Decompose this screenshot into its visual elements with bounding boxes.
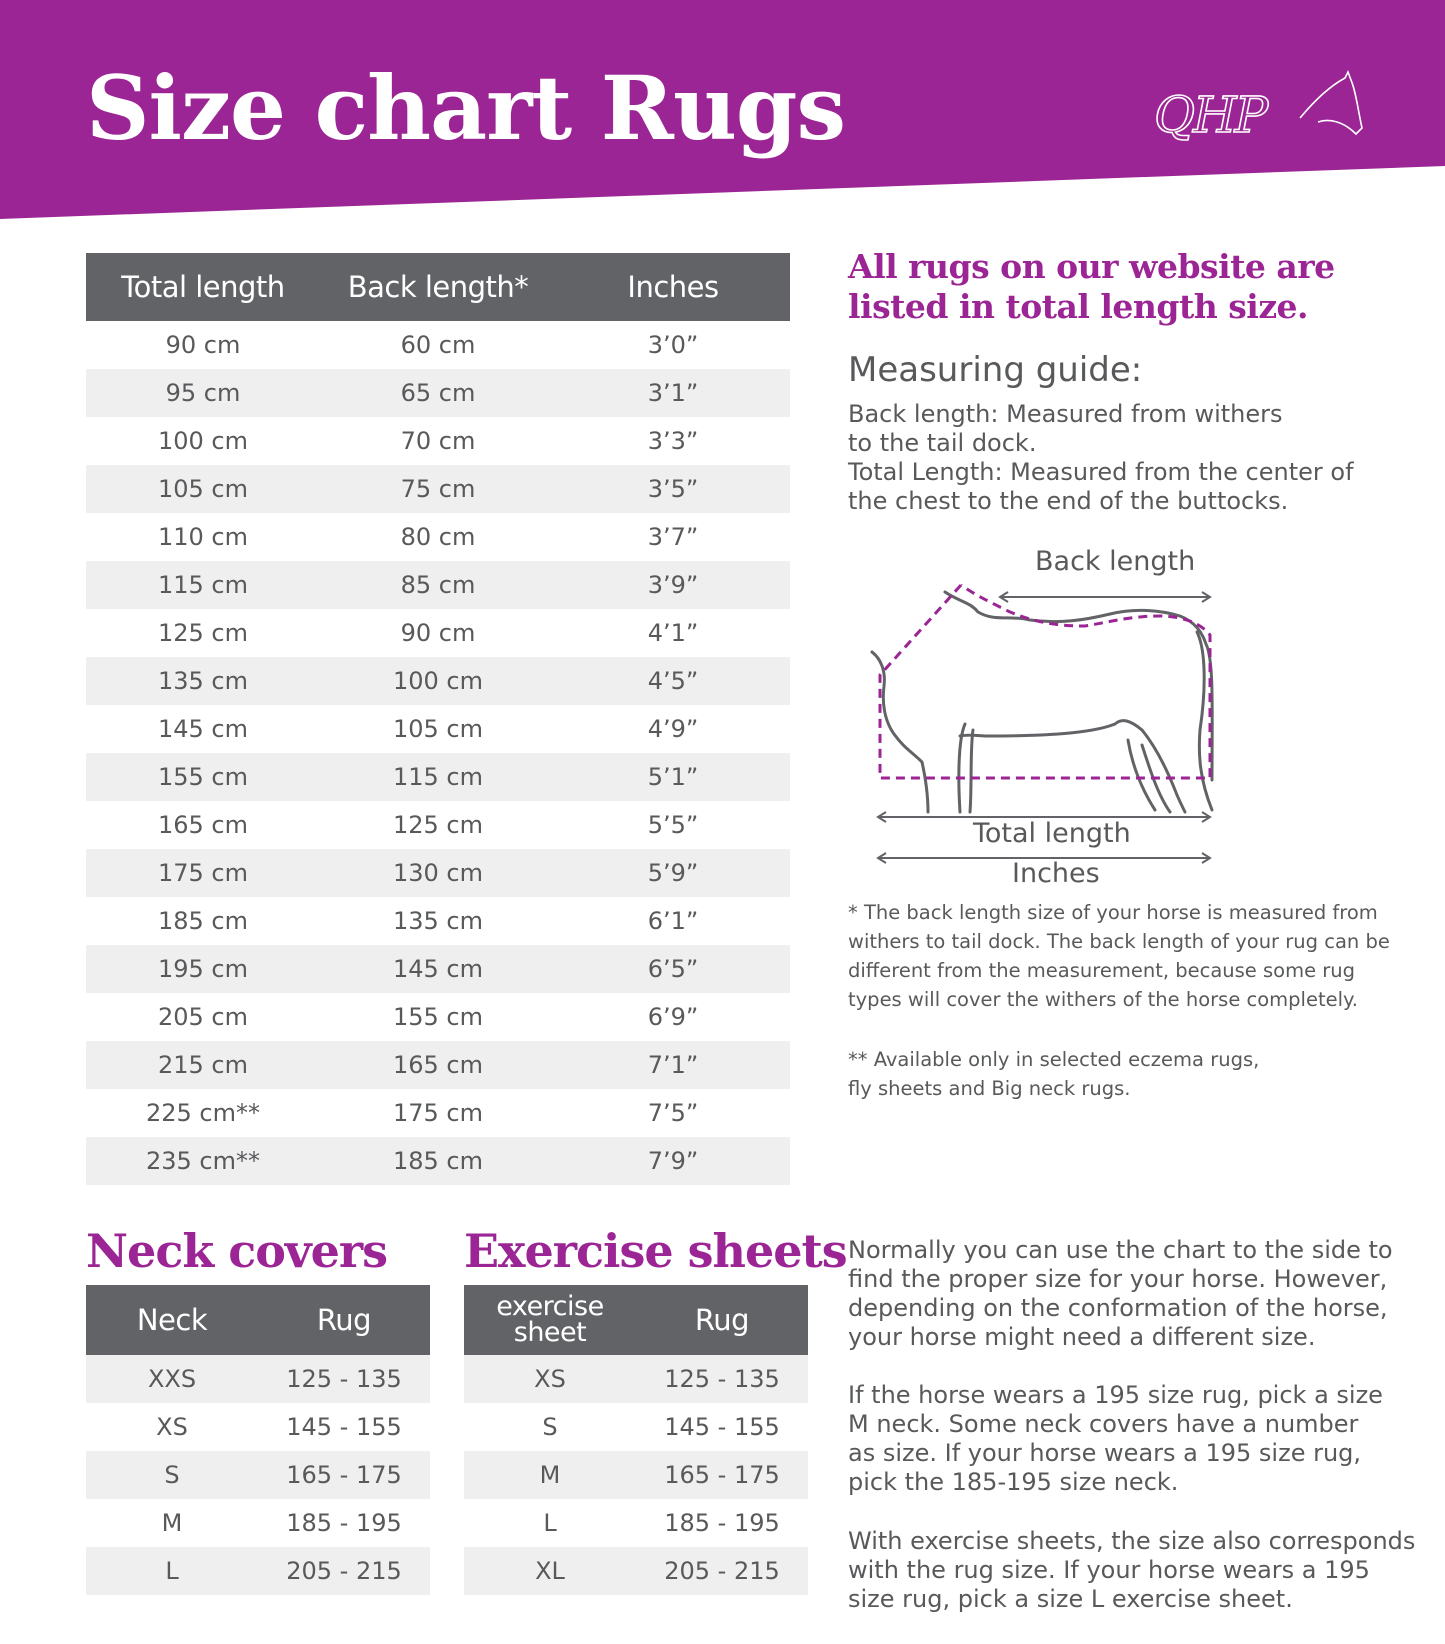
table-cell: 105 cm bbox=[392, 715, 483, 743]
table-cell: 95 cm bbox=[86, 369, 320, 417]
inches-label: Inches bbox=[1012, 858, 1100, 889]
table-cell: 125 - 135 bbox=[636, 1355, 808, 1403]
horse-outline bbox=[959, 724, 965, 812]
advice-paragraph-2 bbox=[848, 1381, 1383, 1497]
table-row bbox=[86, 705, 790, 753]
table-cell: 125 cm bbox=[392, 811, 483, 839]
table-cell: 100 cm bbox=[157, 427, 248, 455]
table-cell: 6’9” bbox=[647, 1003, 699, 1031]
back-length-label: Back length bbox=[1035, 546, 1196, 577]
text-line: M neck. Some neck covers have a number bbox=[848, 1410, 1359, 1438]
text-line: depending on the conformation of the horse, bbox=[848, 1294, 1388, 1322]
text-line: your horse might need a different size. bbox=[848, 1323, 1316, 1351]
text-line: Normally you can use the chart to the side to bbox=[848, 1236, 1393, 1264]
table-cell: XL bbox=[464, 1547, 636, 1595]
horse-outline bbox=[960, 721, 1185, 812]
table-cell: 185 cm bbox=[157, 907, 248, 935]
svg-text:QHP: QHP bbox=[1154, 86, 1267, 144]
table-row bbox=[86, 1355, 430, 1403]
text-line: Back length: Measured from withers bbox=[848, 400, 1283, 428]
table-cell: 3’7” bbox=[647, 523, 699, 551]
table-cell: 165 - 175 bbox=[636, 1451, 808, 1499]
exercise-sheets-title: Exercise sheets bbox=[464, 1224, 847, 1278]
table-row bbox=[464, 1355, 808, 1403]
table-cell: 125 - 135 bbox=[258, 1355, 430, 1403]
table-row bbox=[464, 1547, 808, 1595]
table-row bbox=[86, 513, 790, 561]
table-row bbox=[86, 1089, 790, 1137]
table-cell: 3’0” bbox=[647, 331, 699, 359]
table-cell: M bbox=[464, 1451, 636, 1499]
table-cell: 70 cm bbox=[400, 427, 476, 455]
table-cell: 175 cm bbox=[392, 1099, 483, 1127]
rug-size-table bbox=[86, 253, 790, 1185]
table-cell: 4’1” bbox=[647, 619, 699, 647]
table-cell: 100 cm bbox=[320, 657, 556, 705]
table-cell: 145 - 155 bbox=[664, 1413, 780, 1441]
table-row bbox=[86, 465, 790, 513]
table-cell: 4’5” bbox=[556, 657, 790, 705]
table-cell: 125 cm bbox=[157, 619, 248, 647]
text-line: with the rug size. If your horse wears a 195 bbox=[848, 1556, 1370, 1584]
table-cell: 195 cm bbox=[86, 945, 320, 993]
table-row bbox=[86, 609, 790, 657]
table-cell: 155 cm bbox=[392, 1003, 483, 1031]
table-cell: S bbox=[542, 1413, 558, 1441]
table-cell: 175 cm bbox=[86, 849, 320, 897]
table-cell: 90 cm bbox=[400, 619, 476, 647]
table-row bbox=[86, 1041, 790, 1089]
table-cell: 105 cm bbox=[86, 465, 320, 513]
column-header-total-length: Total length bbox=[86, 253, 320, 321]
text-line: types will cover the withers of the horse completely. bbox=[848, 988, 1358, 1011]
table-cell: XS bbox=[464, 1355, 636, 1403]
table-cell: 145 cm bbox=[320, 945, 556, 993]
text-line: to the tail dock. bbox=[848, 429, 1037, 457]
table-cell: 155 cm bbox=[86, 753, 320, 801]
table-row bbox=[86, 945, 790, 993]
table-cell: 3’1” bbox=[556, 369, 790, 417]
text-line: find the proper size for your horse. However, bbox=[848, 1265, 1388, 1293]
table-cell: 145 cm bbox=[157, 715, 248, 743]
exercise-sheets-table bbox=[464, 1285, 808, 1595]
qhp-logo bbox=[1150, 70, 1365, 150]
table-row bbox=[86, 1137, 790, 1185]
rug-outline bbox=[880, 585, 1210, 778]
table-cell: M bbox=[161, 1509, 183, 1537]
table-cell: 185 - 195 bbox=[286, 1509, 402, 1537]
table-row bbox=[86, 1403, 430, 1451]
table-cell: 7’9” bbox=[556, 1137, 790, 1185]
text-line: Total Length: Measured from the center of bbox=[848, 458, 1354, 486]
table-cell: 185 cm bbox=[320, 1137, 556, 1185]
column-header-inches: Inches bbox=[556, 253, 790, 321]
text-line: withers to tail dock. The back length of your rug can be bbox=[848, 930, 1390, 953]
table-cell: 165 - 175 bbox=[258, 1451, 430, 1499]
total-length-label: Total length bbox=[973, 818, 1131, 849]
table-row bbox=[86, 753, 790, 801]
table-cell: 115 cm bbox=[320, 753, 556, 801]
table-cell: 235 cm** bbox=[86, 1137, 320, 1185]
measuring-guide-text bbox=[848, 400, 1354, 516]
table-cell: 3’5” bbox=[556, 465, 790, 513]
column-header-rug: Rug bbox=[258, 1285, 430, 1355]
table-cell: 225 cm** bbox=[145, 1099, 260, 1127]
table-cell: 205 - 215 bbox=[258, 1547, 430, 1595]
table-cell: XXS bbox=[86, 1355, 258, 1403]
table-row bbox=[86, 321, 790, 369]
table-cell: 135 cm bbox=[392, 907, 483, 935]
text-line: ** Available only in selected eczema rugs, bbox=[848, 1048, 1260, 1071]
page-title: Size chart Rugs bbox=[86, 56, 845, 160]
table-cell: 3’3” bbox=[647, 427, 699, 455]
advice-paragraph-1 bbox=[848, 1236, 1393, 1352]
text-line: With exercise sheets, the size also corresponds bbox=[848, 1527, 1416, 1555]
table-row bbox=[86, 897, 790, 945]
table-cell: 5’9” bbox=[556, 849, 790, 897]
availability-note bbox=[848, 1045, 1259, 1103]
table-cell: 7’5” bbox=[647, 1099, 699, 1127]
horse-measurement-diagram bbox=[860, 540, 1280, 900]
table-cell: 7’1” bbox=[556, 1041, 790, 1089]
column-header-rug: Rug bbox=[636, 1285, 808, 1355]
table-cell: 135 cm bbox=[86, 657, 320, 705]
table-cell: 110 cm bbox=[157, 523, 248, 551]
table-cell: L bbox=[86, 1547, 258, 1595]
text-line: the chest to the end of the buttocks. bbox=[848, 487, 1289, 515]
table-cell: S bbox=[86, 1451, 258, 1499]
table-cell: 5’5” bbox=[647, 811, 699, 839]
table-cell: 4’9” bbox=[647, 715, 699, 743]
table-cell: 85 cm bbox=[320, 561, 556, 609]
table-row bbox=[464, 1403, 808, 1451]
table-cell: L bbox=[543, 1509, 557, 1537]
table-row bbox=[86, 801, 790, 849]
text-line: different from the measurement, because some rug bbox=[848, 959, 1356, 982]
advice-paragraph-3 bbox=[848, 1527, 1415, 1614]
table-cell: 6’5” bbox=[556, 945, 790, 993]
table-cell: 205 cm bbox=[157, 1003, 248, 1031]
table-cell: 205 - 215 bbox=[636, 1547, 808, 1595]
table-cell: 165 cm bbox=[320, 1041, 556, 1089]
neck-covers-table bbox=[86, 1285, 430, 1595]
text-line: pick the 185-195 size neck. bbox=[848, 1468, 1179, 1496]
table-cell: 90 cm bbox=[165, 331, 241, 359]
column-header-neck: Neck bbox=[86, 1285, 258, 1355]
back-length-note bbox=[848, 898, 1390, 1014]
table-cell: 165 cm bbox=[157, 811, 248, 839]
table-header-row bbox=[464, 1285, 808, 1355]
table-row bbox=[86, 417, 790, 465]
column-header-exercise-sheet bbox=[464, 1285, 636, 1355]
table-cell: 145 - 155 bbox=[286, 1413, 402, 1441]
table-header-row bbox=[86, 253, 790, 321]
table-row bbox=[464, 1451, 808, 1499]
horse-outline bbox=[970, 730, 973, 812]
text-line: as size. If your horse wears a 195 size rug, bbox=[848, 1439, 1362, 1467]
table-cell: 115 cm bbox=[86, 561, 320, 609]
neck-covers-title: Neck covers bbox=[86, 1224, 388, 1278]
text-line: If the horse wears a 195 size rug, pick a size bbox=[848, 1381, 1383, 1409]
table-cell: 5’1” bbox=[556, 753, 790, 801]
table-cell: XS bbox=[156, 1413, 188, 1441]
table-cell: 60 cm bbox=[400, 331, 476, 359]
table-cell: 6’1” bbox=[647, 907, 699, 935]
table-cell: 215 cm bbox=[86, 1041, 320, 1089]
measuring-guide-title: Measuring guide: bbox=[848, 350, 1143, 390]
table-cell: 130 cm bbox=[320, 849, 556, 897]
table-row bbox=[86, 1547, 430, 1595]
table-row bbox=[86, 369, 790, 417]
table-row bbox=[86, 849, 790, 897]
table-row bbox=[86, 993, 790, 1041]
horse-outline bbox=[945, 592, 1212, 780]
table-cell: 3’9” bbox=[556, 561, 790, 609]
text-line: * The back length size of your horse is measured from bbox=[848, 901, 1378, 924]
table-row bbox=[86, 561, 790, 609]
table-row bbox=[86, 1499, 430, 1547]
table-row bbox=[86, 657, 790, 705]
table-cell: 75 cm bbox=[320, 465, 556, 513]
table-header-row bbox=[86, 1285, 430, 1355]
table-cell: 65 cm bbox=[320, 369, 556, 417]
text-line: fly sheets and Big neck rugs. bbox=[848, 1077, 1131, 1100]
table-cell: 80 cm bbox=[400, 523, 476, 551]
table-row bbox=[86, 1451, 430, 1499]
text-line: size rug, pick a size L exercise sheet. bbox=[848, 1585, 1293, 1613]
table-row bbox=[464, 1499, 808, 1547]
header-line: sheet bbox=[513, 1317, 587, 1348]
column-header-back-length: Back length* bbox=[320, 253, 556, 321]
intro-headline: All rugs on our website are listed in total length size. bbox=[848, 247, 1335, 326]
table-cell: 185 - 195 bbox=[664, 1509, 780, 1537]
header-line: exercise bbox=[496, 1291, 604, 1322]
